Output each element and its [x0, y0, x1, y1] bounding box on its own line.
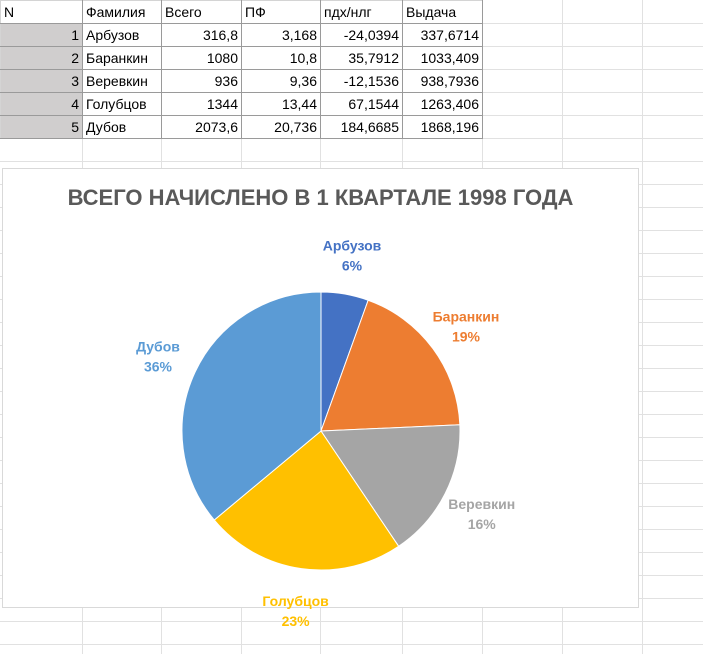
table-row	[1, 47, 483, 70]
cell-pf[interactable]: 9,36	[242, 70, 321, 93]
cell-surname[interactable]: Баранкин	[83, 47, 162, 70]
cell-tax[interactable]: -24,0394	[321, 24, 403, 47]
cell-total[interactable]: 2073,6	[162, 116, 242, 139]
header-cell-payout[interactable]: Выдача	[403, 1, 483, 24]
slice-label-4: Голубцов 23%	[262, 593, 329, 630]
chart-title[interactable]: ВСЕГО НАЧИСЛЕНО В 1 КВАРТАЛЕ 1998 ГОДА	[67, 185, 574, 210]
cell-payout[interactable]: 1868,196	[403, 116, 483, 139]
cell-pf[interactable]: 3,168	[242, 24, 321, 47]
pie-plot-area	[3, 169, 640, 630]
slice-label-5: Дубов 36%	[136, 338, 180, 375]
cell-payout[interactable]: 1033,409	[403, 47, 483, 70]
cell-tax[interactable]: 184,6685	[321, 116, 403, 139]
cell-total[interactable]: 936	[162, 70, 242, 93]
cell-pf[interactable]: 13,44	[242, 93, 321, 116]
cell-pf[interactable]: 10,8	[242, 47, 321, 70]
header-cell-surname[interactable]: Фамилия	[83, 1, 162, 24]
cell-total[interactable]: 1080	[162, 47, 242, 70]
cell-surname[interactable]: Арбузов	[83, 24, 162, 47]
cell-pf[interactable]: 20,736	[242, 116, 321, 139]
cell-tax[interactable]: 35,7912	[321, 47, 403, 70]
header-cell-total[interactable]: Всего	[162, 1, 242, 24]
pie-chart[interactable]	[2, 168, 639, 630]
header-cell-tax[interactable]: пдх/нлг	[321, 1, 403, 24]
header-cell-n[interactable]: N	[1, 1, 83, 24]
table-header-row	[1, 1, 483, 24]
table-row	[1, 93, 483, 116]
cell-payout[interactable]: 938,7936	[403, 70, 483, 93]
cell-surname[interactable]: Голубцов	[83, 93, 162, 116]
cell-tax[interactable]: -12,1536	[321, 70, 403, 93]
spreadsheet-table	[0, 0, 483, 139]
cell-payout[interactable]: 337,6714	[403, 24, 483, 47]
cell-n[interactable]: 1	[1, 24, 83, 47]
slice-label-3: Веревкин 16%	[448, 496, 516, 533]
cell-surname[interactable]: Дубов	[83, 116, 162, 139]
cell-n[interactable]: 2	[1, 47, 83, 70]
cell-n[interactable]: 4	[1, 93, 83, 116]
table-row	[1, 116, 483, 139]
cell-tax[interactable]: 67,1544	[321, 93, 403, 116]
slice-label-1: Арбузов 6%	[322, 237, 382, 274]
cell-surname[interactable]: Веревкин	[83, 70, 162, 93]
slice-label-2: Баранкин 19%	[432, 308, 500, 345]
cell-total[interactable]: 1344	[162, 93, 242, 116]
header-cell-pf[interactable]: ПФ	[242, 1, 321, 24]
cell-payout[interactable]: 1263,406	[403, 93, 483, 116]
table-row	[1, 24, 483, 47]
cell-n[interactable]: 3	[1, 70, 83, 93]
cell-total[interactable]: 316,8	[162, 24, 242, 47]
cell-n[interactable]: 5	[1, 116, 83, 139]
table-row	[1, 70, 483, 93]
